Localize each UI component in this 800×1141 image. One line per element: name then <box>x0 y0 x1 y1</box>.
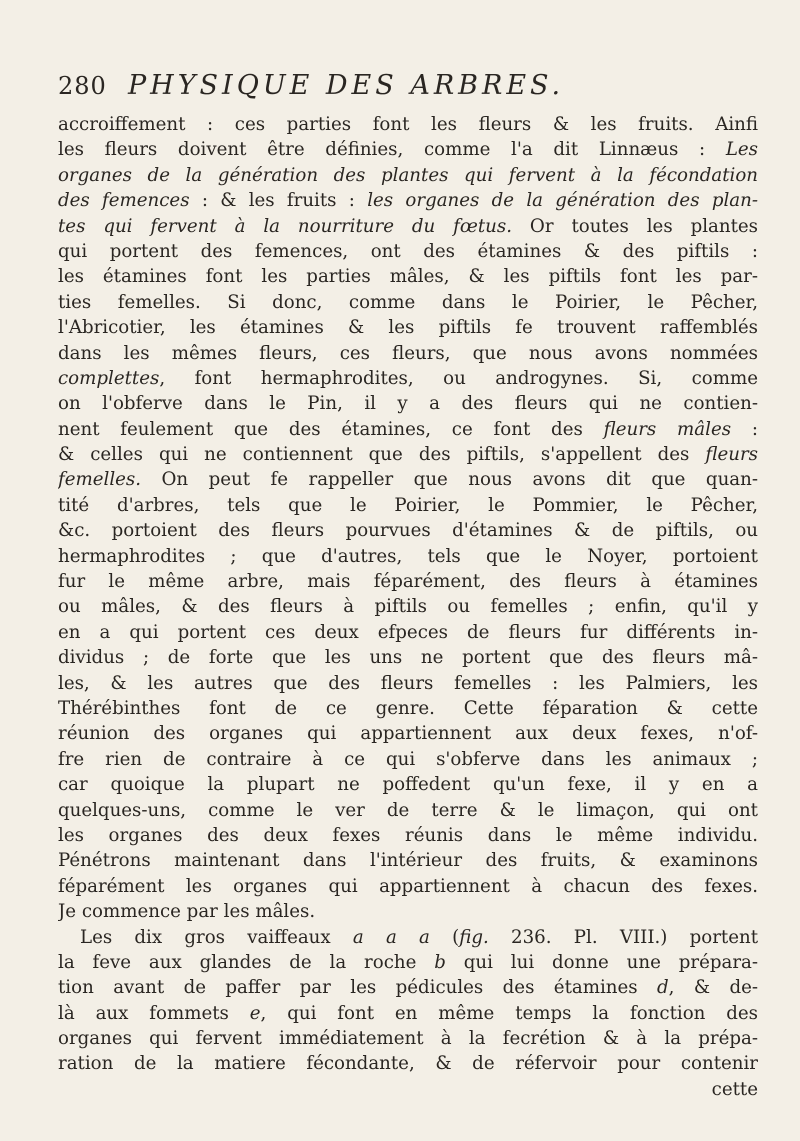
text-segment: qui portent des femences, ont des étamines & des piftils : <box>58 240 758 262</box>
text-segment: , & de- <box>668 977 758 999</box>
text-segment: tion avant de paffer par les pédicules des étamines <box>58 977 657 999</box>
text-line <box>58 1051 758 1076</box>
text-segment: en a qui portent ces deux efpeces de fleurs fur différents in- <box>58 621 758 643</box>
text-segment: & celles qui ne contiennent que des piftils, s'appellent des <box>58 444 706 466</box>
text-line <box>58 671 758 696</box>
text-segment: ration de la matiere fécondante, & de réfervoir pour contenir <box>58 1053 758 1075</box>
running-title: PHYSIQUE DES ARBRES. <box>128 70 565 101</box>
page-header <box>58 70 758 106</box>
italic-text: femelles. <box>58 469 142 491</box>
text-segment: la feve aux glandes de la roche <box>58 951 435 973</box>
text-segment: les, & les autres que des fleurs femelles : les Palmiers, les <box>58 672 758 694</box>
text-segment: réunion des organes qui appartiennent aux deux fexes, n'of- <box>58 723 758 745</box>
text-segment: là aux fommets <box>58 1002 250 1024</box>
text-line <box>58 264 758 289</box>
text-segment: fre rien de contraire à ce qui s'obferve dans les animaux ; <box>58 748 758 770</box>
text-segment: , qui font en même temps la fonction des <box>260 1002 758 1024</box>
text-line <box>58 112 758 137</box>
text-segment: ou mâles, & des fleurs à piftils ou femelles ; enfin, qu'il y <box>58 596 758 618</box>
text-line <box>58 1026 758 1051</box>
text-line <box>58 366 758 391</box>
italic-text: d <box>657 977 669 999</box>
text-line <box>58 925 758 950</box>
text-line <box>58 493 758 518</box>
text-line <box>58 163 758 188</box>
text-segment: l'Abricotier, les étamines & les piftils fe trouvent raffemblés <box>58 317 758 339</box>
text-segment: Les dix gros vaiffeaux <box>80 926 353 948</box>
text-line <box>58 696 758 721</box>
italic-text: des femences <box>58 190 190 212</box>
text-segment: : & les fruits : <box>189 190 368 212</box>
italic-text: a a a <box>352 926 430 948</box>
text-segment: hermaphrodites ; que d'autres, tels que le Noyer, portoient <box>58 545 758 567</box>
text-segment: les fleurs doivent être définies, comme l'a dit Linnæus : <box>58 139 726 161</box>
body-text <box>58 112 758 1102</box>
text-segment: accroiffement : ces parties font les fleurs & les fruits. Ainfi <box>58 114 758 135</box>
italic-text: Les <box>725 139 758 161</box>
text-line <box>58 620 758 645</box>
text-segment: car quoique la plupart ne poffedent qu'un fexe, il y en a <box>58 774 758 796</box>
text-segment: : <box>731 418 758 440</box>
text-segment: ( <box>429 926 460 948</box>
text-line <box>58 899 758 924</box>
text-line <box>58 442 758 467</box>
italic-text: les organes de la génération des plan- <box>367 190 758 212</box>
page-number: 280 <box>58 72 107 100</box>
italic-text: fig. <box>459 926 489 948</box>
text-segment: qui lui donne une prépara- <box>445 951 758 973</box>
text-line <box>58 594 758 619</box>
text-line <box>58 975 758 1000</box>
text-line <box>58 569 758 594</box>
text-segment: on l'obferve dans le Pin, il y a des fleurs qui ne contien- <box>58 393 758 415</box>
text-line <box>58 518 758 543</box>
text-segment: féparément les organes qui appartiennent à chacun des fexes. <box>58 875 758 897</box>
text-line <box>58 747 758 772</box>
text-line <box>58 772 758 797</box>
text-segment: nent feulement que des étamines, ce font des <box>58 418 604 440</box>
text-line <box>58 188 758 213</box>
text-segment: Or toutes les plantes <box>512 215 758 237</box>
text-line <box>58 950 758 975</box>
text-segment: les étamines font les parties mâles, & les piftils font les par- <box>58 266 758 288</box>
text-line <box>58 874 758 899</box>
text-line <box>58 645 758 670</box>
text-line <box>58 721 758 746</box>
text-segment: tité d'arbres, tels que le Poirier, le Pommier, le Pêcher, <box>58 494 758 516</box>
text-line <box>58 315 758 340</box>
text-line <box>58 391 758 416</box>
text-segment: , font hermaphrodites, ou androgynes. Si, comme <box>159 367 758 389</box>
text-segment: Thérébinthes font de ce genre. Cette féparation & cette <box>58 697 758 719</box>
text-line <box>58 137 758 162</box>
text-segment: organes qui fervent immédiatement à la fecrétion & à la prépa- <box>58 1028 758 1050</box>
text-segment: On peut fe rappeller que nous avons dit que quan- <box>141 469 758 491</box>
text-line <box>58 1001 758 1026</box>
text-line <box>58 467 758 492</box>
text-line <box>58 798 758 823</box>
text-line <box>58 823 758 848</box>
text-segment: 236. Pl. VIII.) portent <box>488 926 758 948</box>
text-segment: dividus ; de forte que les uns ne portent que des fleurs mâ- <box>58 647 758 669</box>
italic-text: complettes <box>58 367 160 389</box>
text-line <box>58 290 758 315</box>
text-line <box>58 239 758 264</box>
text-segment: Je commence par les mâles. <box>58 901 316 923</box>
italic-text: tes qui fervent à la nourriture du fœtus. <box>58 215 513 237</box>
text-segment: fur le même arbre, mais féparément, des fleurs à étamines <box>58 571 758 593</box>
italic-text: fleurs mâles <box>603 418 732 440</box>
text-line <box>58 1077 758 1102</box>
text-line <box>58 341 758 366</box>
text-segment: les organes des deux fexes réunis dans le même individu. <box>58 824 758 846</box>
text-line <box>58 544 758 569</box>
italic-text: e <box>249 1002 261 1024</box>
text-line <box>58 214 758 239</box>
text-segment: quelques-uns, comme le ver de terre & le limaçon, qui ont <box>58 799 758 821</box>
italic-text: b <box>434 951 446 973</box>
text-segment: cette <box>711 1078 758 1100</box>
text-line <box>58 417 758 442</box>
text-segment: &c. portoient des fleurs pourvues d'étamines & de piftils, ou <box>58 520 758 542</box>
text-segment: Pénétrons maintenant dans l'intérieur des fruits, & examinons <box>58 850 758 872</box>
text-line <box>58 848 758 873</box>
italic-text: fleurs <box>705 444 758 466</box>
text-segment: ties femelles. Si donc, comme dans le Poirier, le Pêcher, <box>58 291 758 313</box>
italic-text: organes de la génération des plantes qui fervent à la fécondation <box>58 164 758 186</box>
text-segment: dans les mêmes fleurs, ces fleurs, que nous avons nommées <box>58 342 758 364</box>
